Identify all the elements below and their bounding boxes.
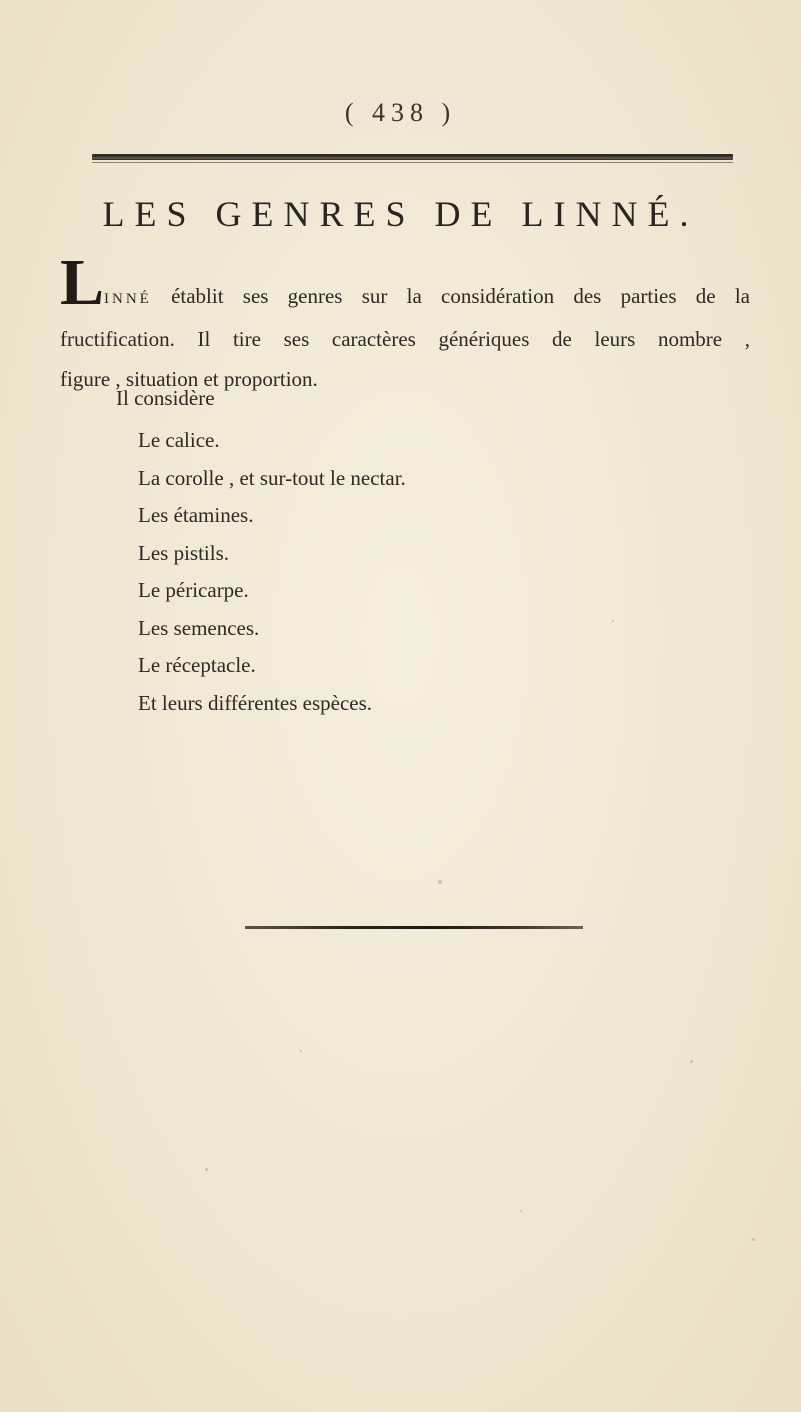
section-title: LES GENRES DE LINNÉ. [102,194,699,234]
list-item: Les semences. [138,615,260,640]
list-item: Le calice. [138,428,220,452]
list-item: Les pistils. [138,540,230,565]
intro-line-3: figure , situation et proportion. [60,367,318,391]
drop-cap: L [60,246,105,319]
parts-list [138,422,406,722]
paper-speck [612,620,614,622]
footer-rule [245,926,583,929]
header-rule [92,154,733,160]
intro-line-1 [60,246,750,319]
paper-speck [690,1060,693,1063]
paper-speck [300,1050,302,1052]
paper-speck [520,1210,522,1212]
paper-speck [205,1168,208,1171]
paper-speck [438,880,442,884]
list-item: Le péricarpe. [138,578,249,602]
intro-line-1-text: établit ses genres sur la considération des parties de la [171,284,750,308]
list-item: Les étamines. [138,503,254,527]
list-item: Le réceptacle. [138,653,256,677]
paper-speck [752,1238,755,1241]
intro-line-2: fructification. Il tire ses caractères génériques de leurs nombre , [60,327,750,351]
list-item: La corolle , et sur-tout le nectar. [138,465,406,490]
list-item: Et leurs différentes espèces. [138,690,373,715]
page-number: ( 438 ) [344,98,457,127]
considere-line: Il considère [116,386,215,410]
author-name-smallcaps: INNÉ [104,291,152,307]
